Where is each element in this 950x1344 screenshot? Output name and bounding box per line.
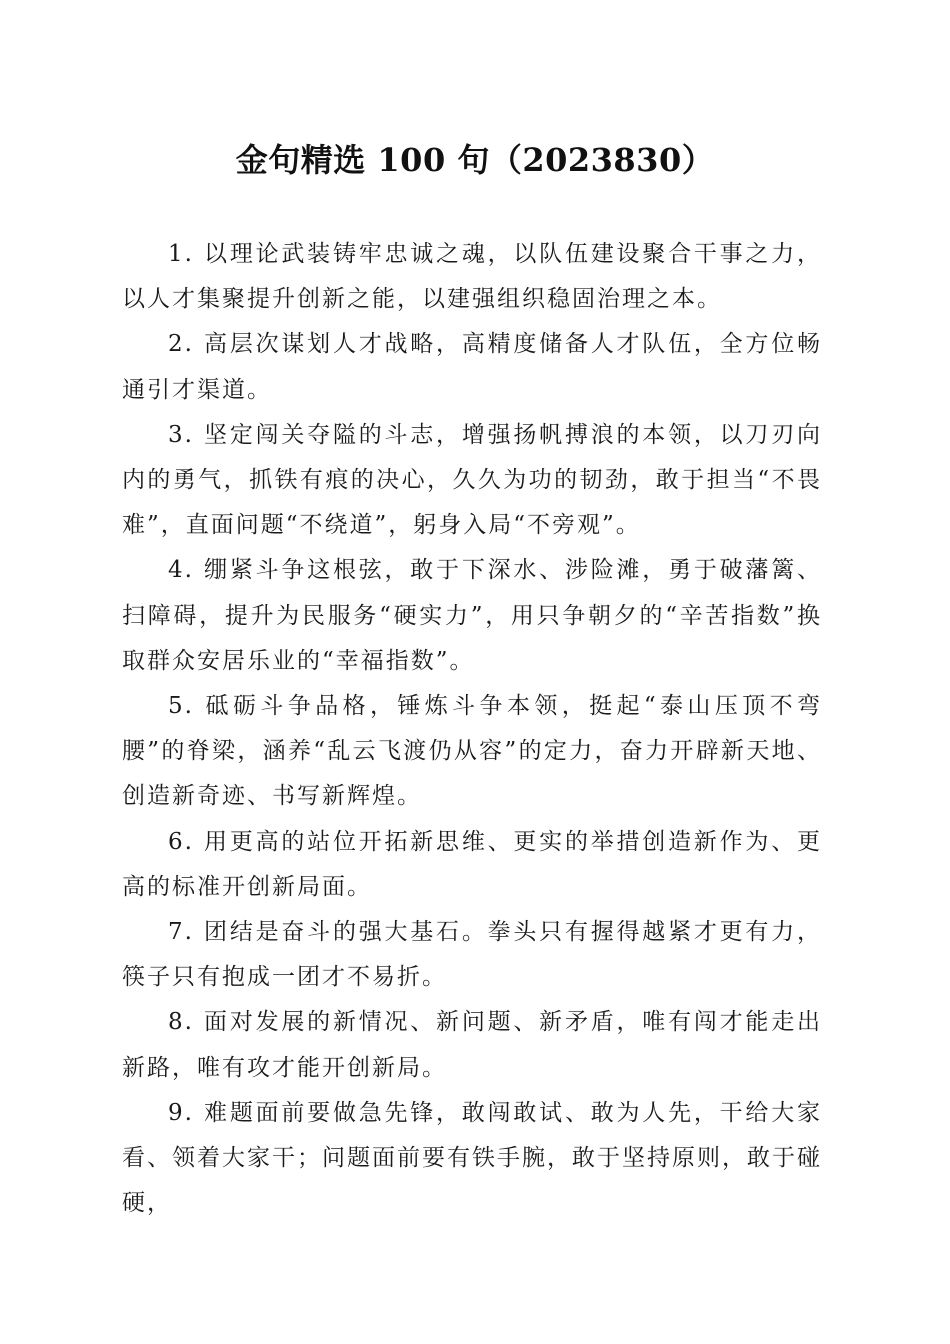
- document-title: 金句精选 100 句（2023830）: [235, 141, 715, 179]
- paragraph-6: 6. 用更高的站位开拓新思维、更实的举措创造新作为、更高的标准开创新局面。: [122, 828, 822, 900]
- paragraph-4: 4. 绷紧斗争这根弦，敢于下深水、涉险滩，勇于破藩篱、扫障碍，提升为民服务“硬实力”，用只争朝夕的“辛苦指数”换取群众安居乐业的“幸福指数”。: [122, 557, 822, 674]
- paragraph-8: 8. 面对发展的新情况、新问题、新矛盾，唯有闯才能走出新路，唯有攻才能开创新局。: [122, 1009, 822, 1081]
- paragraph-9: 9. 难题面前要做急先锋，敢闯敢试、敢为人先，干给大家看、领着大家干；问题面前要有铁手腕，敢于坚持原则，敢于碰硬，: [122, 1099, 822, 1217]
- paragraph-3: 3. 坚定闯关夺隘的斗志，增强扬帆搏浪的本领，以刀刃向内的勇气，抓铁有痕的决心，久久为功的韧劲，敢于担当“不畏难”，直面问题“不绕道”，躬身入局“不旁观”。: [122, 421, 822, 539]
- paragraph-2: 2. 高层次谋划人才战略，高精度储备人才队伍，全方位畅通引才渠道。: [122, 331, 822, 403]
- paragraph-5: 5. 砥砺斗争品格，锤炼斗争本领，挺起“泰山压顶不弯腰”的脊梁，涵养“乱云飞渡仍从容”的定力，奋力开辟新天地、创造新奇迹、书写新辉煌。: [122, 693, 822, 810]
- paragraph-1: 1. 以理论武装铸牢忠诚之魂，以队伍建设聚合干事之力，以人才集聚提升创新之能，以建强组织稳固治理之本。: [122, 241, 822, 313]
- paragraph-7: 7. 团结是奋斗的强大基石。拳头只有握得越紧才更有力，筷子只有抱成一团才不易折。: [122, 919, 822, 991]
- document-body: [122, 232, 822, 1226]
